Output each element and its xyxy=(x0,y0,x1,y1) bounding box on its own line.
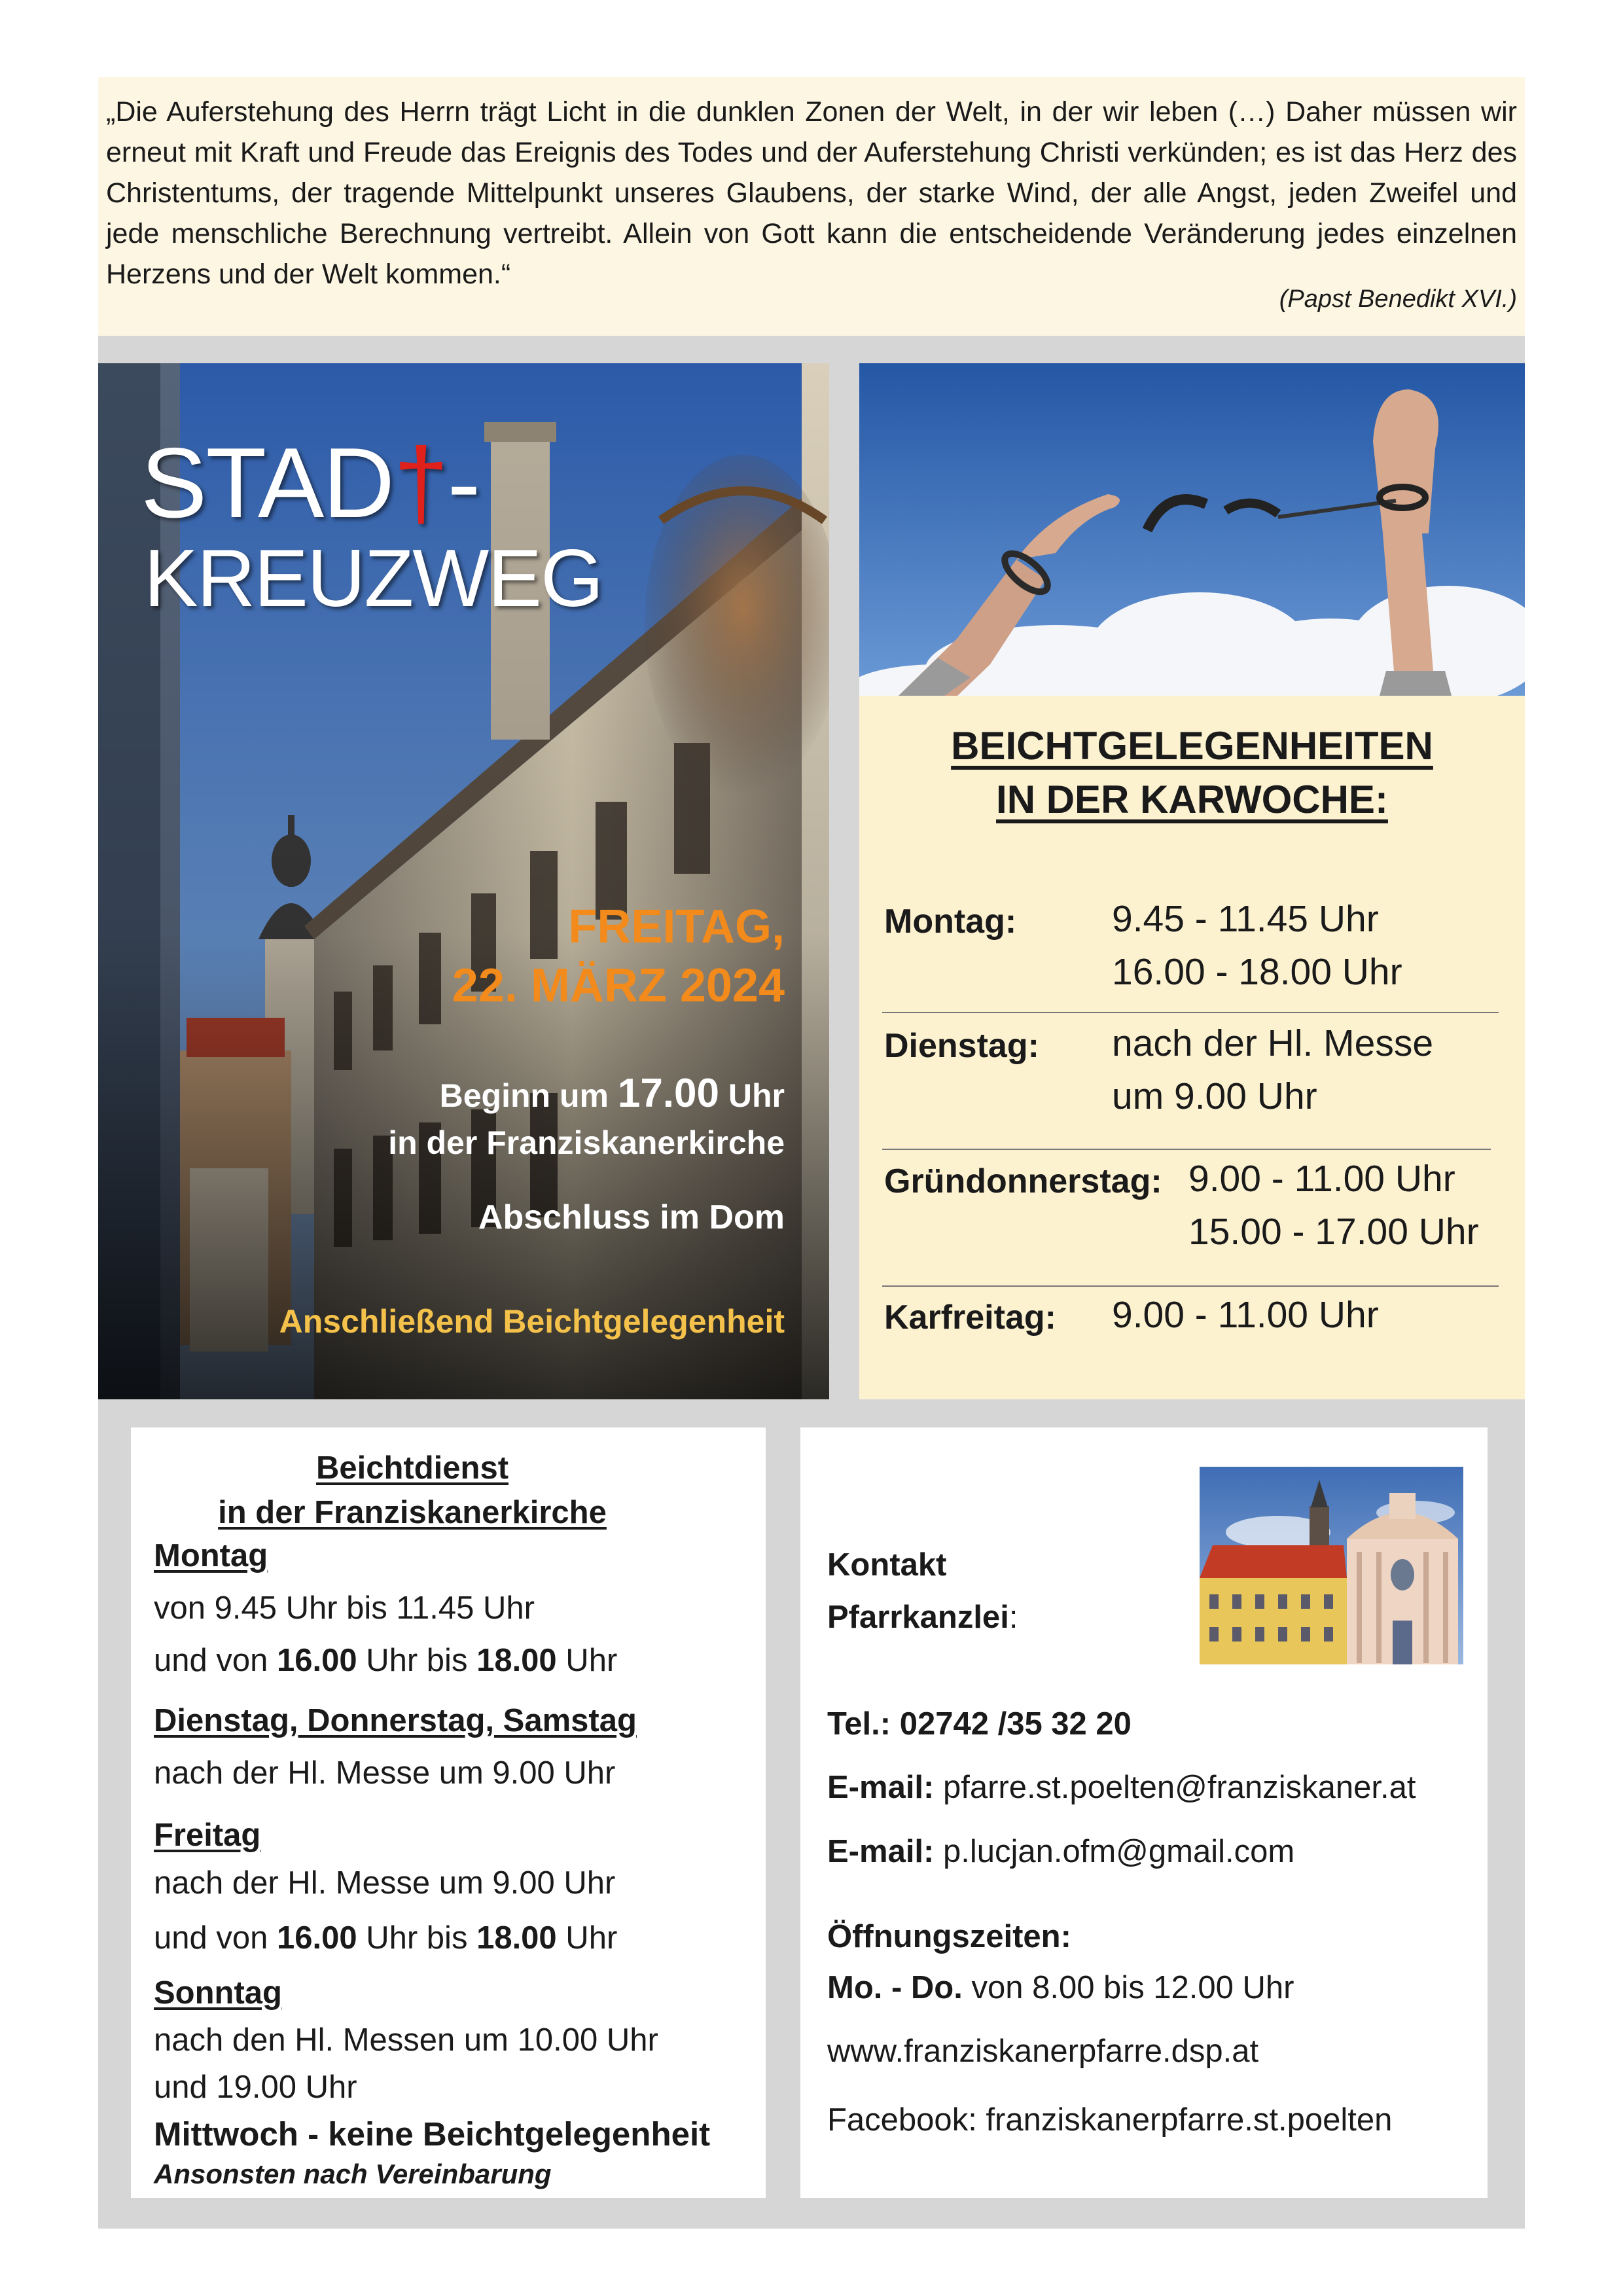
facebook-link[interactable]: Facebook: franziskanerpfarre.st.poelten xyxy=(827,2102,1393,2138)
phone-number: Tel.: 02742 /35 32 20 xyxy=(827,1706,1132,1742)
schedule-time: 9.45 - 11.45 Uhr xyxy=(1112,898,1379,940)
divider xyxy=(882,1285,1499,1287)
beichtdienst-heading-line1: Beichtdienst xyxy=(315,1450,509,1486)
poster-title-line1: STAD†- xyxy=(141,427,480,539)
day-label-tue-thu-sat: Dienstag, Donnerstag, Samstag xyxy=(154,1703,637,1738)
opening-hours: Mo. - Do. von 8.00 bis 12.00 Uhr xyxy=(827,1970,1294,2005)
schedule-heading-line1: BEICHTGELEGENHEITEN xyxy=(951,724,1433,768)
divider xyxy=(882,1012,1499,1013)
text-line: nach der Hl. Messe um 9.00 Uhr xyxy=(154,1865,616,1901)
day-label-sunday: Sonntag xyxy=(154,1975,282,2011)
handcuffs-freedom-image xyxy=(859,363,1525,696)
poster-date: 22. MÄRZ 2024 xyxy=(452,960,785,1012)
church-image xyxy=(1200,1467,1463,1664)
schedule-time: 9.00 - 11.00 Uhr xyxy=(1112,1294,1379,1336)
wednesday-note: Mittwoch - keine Beichtgelegenheit xyxy=(154,2115,711,2153)
beichtdienst-heading-line2: in der Franziskanerkirche xyxy=(218,1495,607,1530)
beichtdienst-box xyxy=(131,1427,766,2198)
day-label-monday: Montag xyxy=(154,1538,268,1573)
contact-box xyxy=(800,1427,1488,2198)
appointment-note: Ansonsten nach Vereinbarung xyxy=(154,2159,552,2189)
day-label-friday: Freitag xyxy=(154,1818,261,1853)
divider-bar xyxy=(98,336,1525,362)
schedule-day-maundy-thursday: Gründonnerstag: xyxy=(884,1162,1162,1200)
website-link[interactable]: www.franziskanerpfarre.dsp.at xyxy=(827,2034,1259,2069)
stadtkreuzweg-poster xyxy=(98,363,829,1399)
schedule-time: nach der Hl. Messe xyxy=(1112,1022,1434,1064)
schedule-heading-line2: IN DER KARWOCHE: xyxy=(996,778,1388,821)
quote-author: (Papst Benedikt XVI.) xyxy=(1279,285,1517,313)
poster-place: in der Franziskanerkirche xyxy=(388,1124,785,1161)
poster-begin-time: Beginn um 17.00 Uhr xyxy=(439,1071,785,1116)
poster-date-day: FREITAG, xyxy=(568,901,785,953)
text-line: und von 16.00 Uhr bis 18.00 Uhr xyxy=(154,1920,618,1956)
poster-title-line2: KREUZWEG xyxy=(144,533,603,624)
email-link-1[interactable]: E-mail: pfarre.st.poelten@franziskaner.at xyxy=(827,1770,1416,1805)
schedule-time: 9.00 - 11.00 Uhr xyxy=(1188,1158,1455,1200)
poster-end: Abschluss im Dom xyxy=(478,1198,785,1236)
quote-box xyxy=(98,77,1525,336)
text-line: nach der Hl. Messe um 9.00 Uhr xyxy=(154,1755,616,1791)
divider xyxy=(882,1149,1491,1150)
schedule-time: 16.00 - 18.00 Uhr xyxy=(1112,951,1402,993)
quote-text: „Die Auferstehung des Herrn trägt Licht in die dunklen Zonen der Welt, in der wir leben (…) Daher müssen wir erneut mit Kraft und Freude das Ereignis des Todes und der Auferstehung Christi verkünden; es ist das Herz des Christentums, der tragende Mittelpunkt unseres Glaubens, der starke Wind, der alle Angst, jeden Zweifel und jede menschliche Berechnung vertreibt. Allein von Gott kann die entscheidende Veränderung jedes einzelnen Herzens und der Welt kommen.“ xyxy=(106,96,1517,290)
confession-schedule-holy-week xyxy=(859,696,1525,1399)
red-cross-icon: † xyxy=(393,427,448,539)
text-line: von 9.45 Uhr bis 11.45 Uhr xyxy=(154,1590,535,1626)
text-line: und 19.00 Uhr xyxy=(154,2070,357,2105)
office-label: Pfarrkanzlei: xyxy=(827,1600,1018,1635)
schedule-day-tuesday: Dienstag: xyxy=(884,1027,1039,1065)
poster-confession-note: Anschließend Beichtgelegenheit xyxy=(279,1303,785,1340)
schedule-time: um 9.00 Uhr xyxy=(1112,1075,1317,1117)
schedule-time: 15.00 - 17.00 Uhr xyxy=(1188,1211,1479,1253)
text-line: und von 16.00 Uhr bis 18.00 Uhr xyxy=(154,1643,618,1678)
opening-hours-label: Öffnungszeiten: xyxy=(827,1919,1071,1954)
contact-label: Kontakt xyxy=(827,1547,947,1583)
text-line: nach den Hl. Messen um 10.00 Uhr xyxy=(154,2022,658,2058)
schedule-day-monday: Montag: xyxy=(884,903,1017,941)
email-link-2[interactable]: E-mail: p.lucjan.ofm@gmail.com xyxy=(827,1834,1295,1869)
schedule-day-good-friday: Karfreitag: xyxy=(884,1299,1056,1336)
